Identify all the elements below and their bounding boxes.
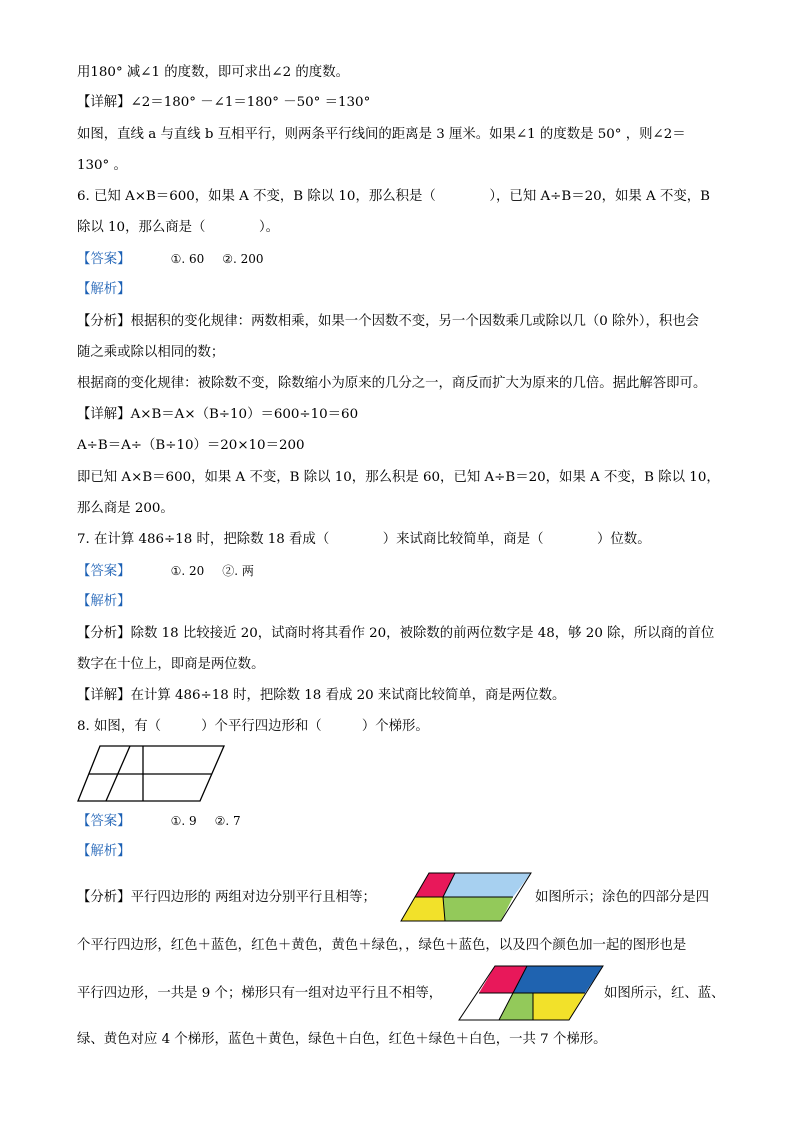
text-line-3: 如图，直线 a 与直线 b 互相平行，则两条平行线间的距离是 3 厘米。如果∠1 的度数是 50° ，则∠2＝ — [77, 127, 686, 142]
analysis-8-line-1a — [77, 889, 376, 907]
xiangjie-tag: 【详解】 — [77, 95, 131, 110]
fenxi-text: 根据积的变化规律：两数相乘，如果一个因数不变，另一个因数乘几或除以几（0 除外），积也会 — [130, 314, 700, 329]
jiexi-tag-6: 【解析】 — [77, 282, 131, 297]
parallelogram-figure — [76, 744, 228, 804]
detail-6-line-2: A÷B＝A÷（B÷10）＝20×10＝200 — [77, 438, 305, 453]
xiangjie-tag: 【详解】 — [77, 688, 131, 703]
analysis-8-line-3b: 如图所示，红、蓝、 — [604, 986, 725, 1001]
question-7: 7. 在计算 486÷18 时，把除数 18 看成（ ）来试商比较简单，商是（ ）位数。 — [77, 532, 651, 547]
question-8: 8. 如图，有（ ）个平行四边形和（ ）个梯形。 — [77, 719, 429, 734]
jiexi-tag-8: 【解析】 — [77, 844, 131, 859]
analysis-6-line-1 — [77, 313, 699, 331]
fenxi-text: 除数 18 比较接近 20，试商时将其看作 20，被除数的前两位数字是 48，够 20 除，所以商的首位 — [130, 626, 715, 641]
text-line-1: 用180° 减∠1 的度数，即可求出∠2 的度数。 — [77, 65, 349, 80]
xiangjie-text: 在计算 486÷18 时，把除数 18 看成 20 来试商比较简单，商是两位数。 — [130, 688, 566, 703]
fenxi-tag: 【分析】 — [77, 890, 131, 905]
answer-tag: 【答案】 — [77, 252, 131, 267]
answer-7 — [77, 562, 254, 581]
text-line-4: 130° 。 — [77, 158, 127, 173]
analysis-7-line-2: 数字在十位上，即商是两位数。 — [77, 657, 265, 672]
xiangjie-tag: 【详解】 — [77, 407, 131, 422]
answer-2: ②. 200 — [222, 252, 264, 266]
answer-2: ②. 两 — [222, 564, 254, 578]
fenxi-tag: 【分析】 — [77, 314, 131, 329]
answer-6 — [77, 250, 264, 269]
detail-6-line-4: 那么商是 200。 — [77, 501, 174, 516]
answer-tag: 【答案】 — [77, 564, 131, 579]
answer-2: ②. 7 — [214, 814, 241, 828]
jiexi-tag-7: 【解析】 — [77, 594, 131, 609]
analysis-8-line-3a: 平行四边形，一共是 9 个；梯形只有一组对边平行且不相等， — [77, 986, 443, 1001]
question-6-line-2: 除以 10，那么商是（ ）。 — [77, 220, 280, 235]
colored-parallelogram-figure-1 — [399, 871, 533, 923]
text-line-2 — [77, 94, 370, 112]
analysis-8-line-1b: 如图所示；涂色的四部分是四 — [535, 890, 710, 905]
answer-tag: 【答案】 — [77, 814, 131, 829]
analysis-8-line-4: 绿、黄色对应 4 个梯形，蓝色＋黄色，绿色＋白色，红色＋绿色＋白色，一共 7 个梯形。 — [77, 1032, 607, 1047]
answer-8 — [77, 812, 241, 831]
colored-parallelogram-figure-2 — [457, 964, 605, 1022]
detail-7 — [77, 687, 565, 705]
answer-1: ①. 20 — [170, 564, 205, 578]
fenxi-tag: 【分析】 — [77, 626, 131, 641]
answer-1: ①. 60 — [170, 252, 205, 266]
fenxi-text: 平行四边形的 两组对边分别平行且相等； — [130, 890, 376, 905]
xiangjie-text: A×B＝A×（B÷10）＝600÷10＝60 — [130, 407, 359, 422]
xiangjie-text: ∠2＝180° －∠1＝180° －50° ＝130° — [130, 95, 371, 110]
analysis-7-line-1 — [77, 625, 714, 643]
detail-6-line-1 — [77, 406, 358, 424]
analysis-8-line-2: 个平行四边形，红色＋蓝色，红色＋黄色，黄色＋绿色，，绿色＋蓝色，以及四个颜色加一起的图形也是 — [77, 938, 687, 953]
analysis-6-line-3: 根据商的变化规律：被除数不变，除数缩小为原来的几分之一，商反而扩大为原来的几倍。据此解答即可。 — [77, 376, 707, 391]
detail-6-line-3: 即已知 A×B＝600，如果 A 不变，B 除以 10，那么积是 60，已知 A÷B＝20，如果 A 不变，B 除以 10， — [77, 470, 720, 485]
question-6-line-1: 6. 已知 A×B＝600，如果 A 不变，B 除以 10，那么积是（ ），已知 A÷B＝20，如果 A 不变，B — [77, 189, 711, 204]
answer-1: ①. 9 — [170, 814, 197, 828]
analysis-6-line-2: 随之乘或除以相同的数； — [77, 345, 225, 360]
